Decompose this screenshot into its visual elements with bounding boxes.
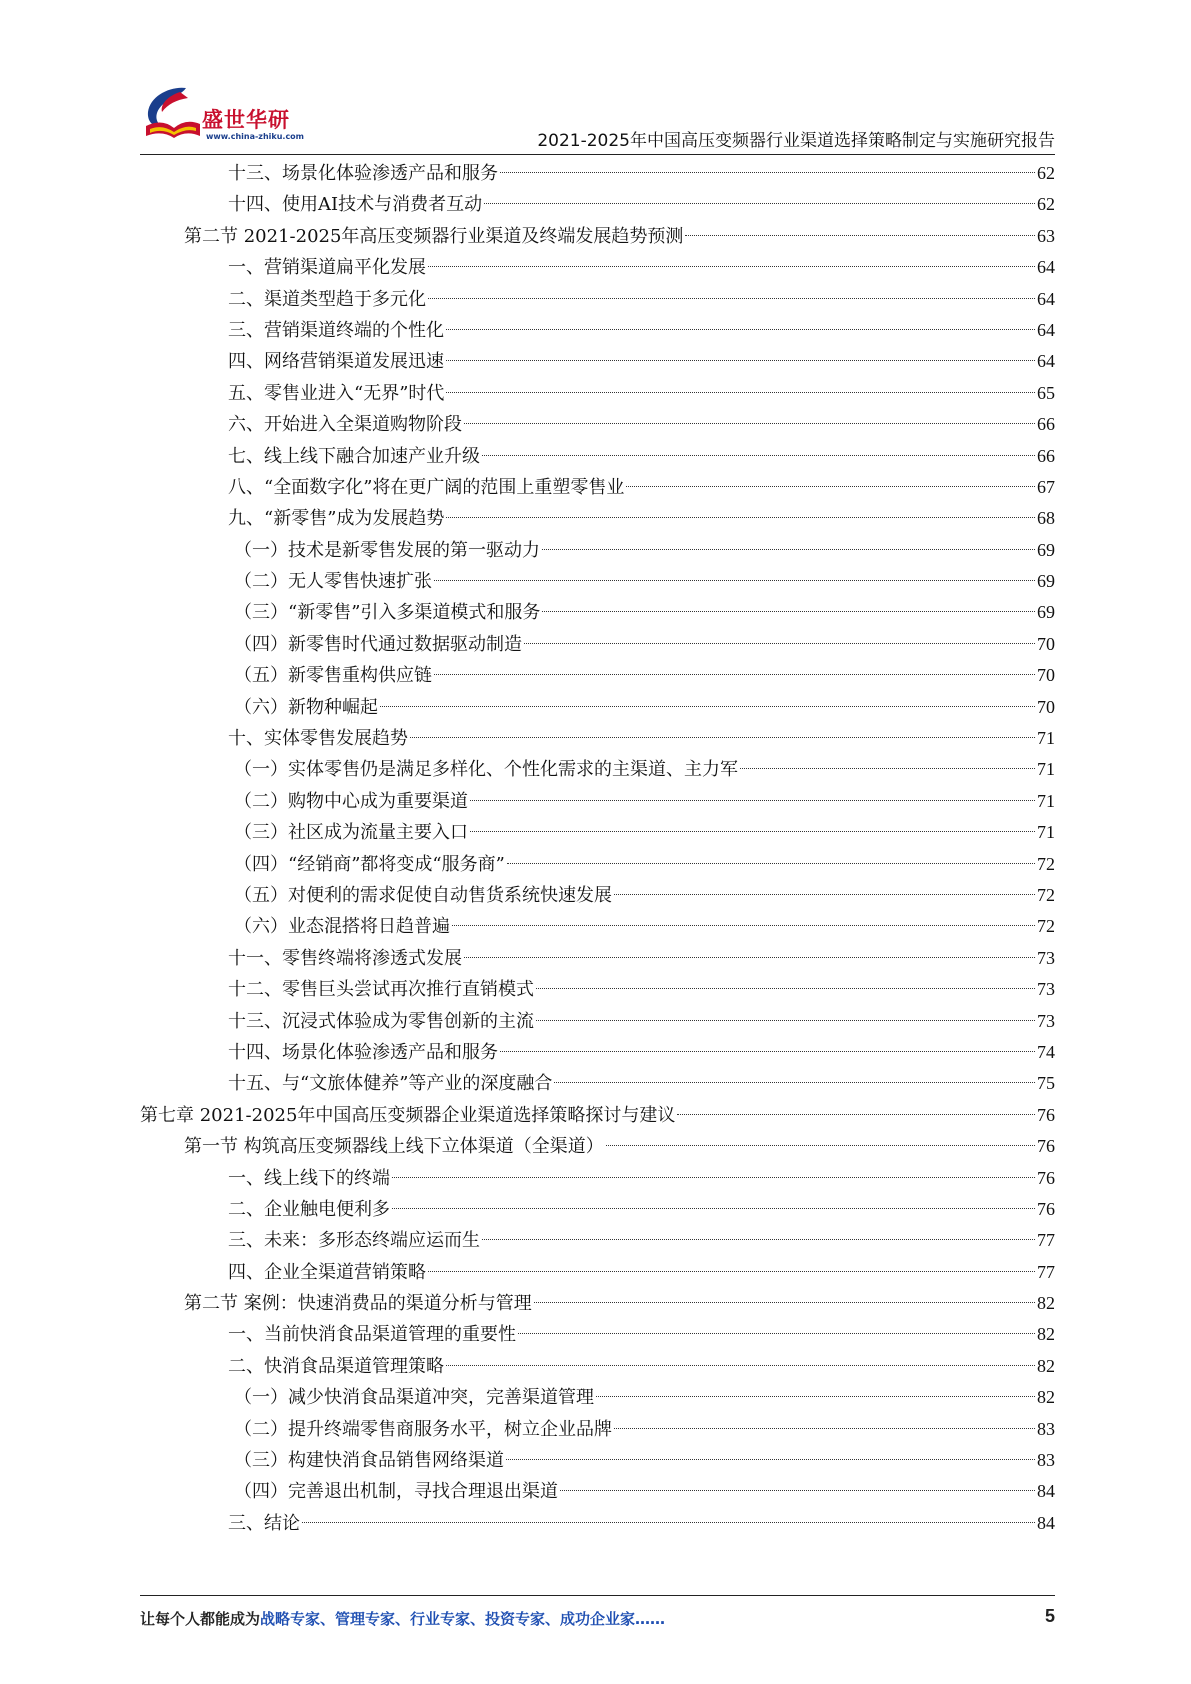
toc-entry-label: 十三、场景化体验渗透产品和服务 <box>228 163 498 184</box>
toc-dot-leader <box>507 863 1035 864</box>
toc-entry[interactable] <box>140 158 1055 189</box>
toc-dot-leader <box>446 517 1035 518</box>
toc-entry[interactable] <box>140 629 1055 660</box>
toc-entry-label: （二）无人零售快速扩张 <box>234 571 432 593</box>
toc-dot-leader <box>452 925 1035 926</box>
toc-entry[interactable] <box>140 1445 1055 1476</box>
toc-entry-label: （三）社区成为流量主要入口 <box>234 822 468 844</box>
toc-entry-label: 二、企业触电便利多 <box>228 1198 390 1220</box>
toc-entry-page: 69 <box>1037 571 1055 592</box>
toc-dot-leader <box>446 392 1035 393</box>
toc-entry-label: （二）购物中心成为重要渠道 <box>234 790 468 812</box>
toc-dot-leader <box>626 486 1035 487</box>
toc-entry-page: 72 <box>1037 853 1055 874</box>
toc-dot-leader <box>446 329 1035 330</box>
toc-entry[interactable] <box>140 1163 1055 1194</box>
toc-entry[interactable] <box>140 284 1055 315</box>
toc-dot-leader <box>482 1239 1035 1240</box>
toc-entry[interactable] <box>140 252 1055 283</box>
toc-entry-label: 四、企业全渠道营销策略 <box>228 1261 426 1283</box>
toc-dot-leader <box>500 172 1035 173</box>
toc-entry-label: 第七章 2021-2025年中国高压变频器企业渠道选择策略探讨与建议 <box>140 1104 676 1126</box>
toc-entry-label: 七、线上线下融合加速产业升级 <box>228 445 480 467</box>
toc-entry[interactable] <box>140 346 1055 377</box>
toc-entry-label: 三、营销渠道终端的个性化 <box>228 319 444 341</box>
toc-entry[interactable] <box>140 409 1055 440</box>
toc-entry[interactable] <box>140 221 1055 252</box>
toc-entry[interactable] <box>140 1225 1055 1256</box>
toc-dot-leader <box>484 203 1035 204</box>
toc-dot-leader <box>428 298 1035 299</box>
toc-entry-label: 第二节 案例：快速消费品的渠道分析与管理 <box>184 1293 532 1315</box>
toc-entry-page: 70 <box>1037 665 1055 686</box>
toc-entry-page: 63 <box>1037 225 1055 246</box>
toc-dot-leader <box>470 831 1035 832</box>
toc-entry-label: 十一、零售终端将渗透式发展 <box>228 947 462 969</box>
toc-entry[interactable] <box>140 1037 1055 1068</box>
toc-entry-label: （六）新物种崛起 <box>234 696 378 718</box>
report-title: 2021-2025年中国高压变频器行业渠道选择策略制定与实施研究报告 <box>537 131 1055 151</box>
page-footer <box>140 1608 1055 1634</box>
toc-entry-label: （二）提升终端零售商服务水平，树立企业品牌 <box>234 1418 612 1440</box>
toc-entry[interactable] <box>140 1288 1055 1319</box>
toc-entry-page: 84 <box>1037 1481 1055 1502</box>
toc-entry[interactable] <box>140 472 1055 503</box>
toc-entry-label: 十、实体零售发展趋势 <box>228 728 408 750</box>
toc-dot-leader <box>392 1208 1035 1209</box>
toc-entry-label: （三）构建快消食品销售网络渠道 <box>234 1450 504 1472</box>
header-divider <box>140 154 1055 155</box>
toc-entry[interactable] <box>140 911 1055 942</box>
toc-entry-label: （五）新零售重构供应链 <box>234 665 432 687</box>
toc-entry-label: 二、快消食品渠道管理策略 <box>228 1355 444 1377</box>
toc-dot-leader <box>482 455 1035 456</box>
toc-entry-page: 71 <box>1037 728 1055 749</box>
page-number: 5 <box>1044 1606 1055 1626</box>
toc-entry-label: （一）技术是新零售发展的第一驱动力 <box>234 539 540 561</box>
toc-entry[interactable] <box>140 786 1055 817</box>
toc-dot-leader <box>470 800 1035 801</box>
toc-entry-page: 72 <box>1037 916 1055 937</box>
toc-entry-page: 71 <box>1037 759 1055 780</box>
toc-entry-page: 75 <box>1037 1073 1055 1094</box>
toc-entry[interactable] <box>140 723 1055 754</box>
toc-entry-label: （四）新零售时代通过数据驱动制造 <box>234 633 522 655</box>
toc-dot-leader <box>446 1365 1035 1366</box>
toc-entry-label: 三、结论 <box>228 1512 300 1534</box>
toc-entry[interactable] <box>140 817 1055 848</box>
toc-entry[interactable] <box>140 1382 1055 1413</box>
toc-dot-leader <box>302 1522 1035 1523</box>
company-logo <box>140 82 340 148</box>
toc-dot-leader <box>464 423 1035 424</box>
toc-entry-label: 四、网络营销渠道发展迅速 <box>228 351 444 373</box>
toc-entry[interactable] <box>140 189 1055 220</box>
toc-entry-page: 74 <box>1037 1041 1055 1062</box>
toc-entry-page: 82 <box>1037 1355 1055 1376</box>
toc-dot-leader <box>542 549 1035 550</box>
toc-dot-leader <box>554 1082 1035 1083</box>
toc-entry-page: 82 <box>1037 1387 1055 1408</box>
toc-entry-page: 64 <box>1037 319 1055 340</box>
logo-emblem-icon <box>140 82 206 144</box>
toc-entry-page: 82 <box>1037 1324 1055 1345</box>
toc-dot-leader <box>677 1114 1035 1115</box>
brand-url: www.china-zhiku.com <box>206 132 305 141</box>
toc-entry-label: 九、“新零售”成为发展趋势 <box>228 508 445 530</box>
page-header <box>140 82 1055 152</box>
toc-entry-page: 64 <box>1037 351 1055 372</box>
toc-entry-page: 73 <box>1037 947 1055 968</box>
toc-dot-leader <box>606 1145 1035 1146</box>
toc-entry-page: 71 <box>1037 790 1055 811</box>
toc-entry-page: 76 <box>1037 1136 1055 1157</box>
toc-dot-leader <box>685 235 1035 236</box>
toc-entry[interactable] <box>140 1006 1055 1037</box>
toc-entry[interactable] <box>140 315 1055 346</box>
toc-entry[interactable] <box>140 1476 1055 1507</box>
footer-divider <box>140 1595 1055 1596</box>
toc-dot-leader <box>518 1333 1035 1334</box>
toc-entry-page: 67 <box>1037 476 1055 497</box>
toc-entry-page: 64 <box>1037 257 1055 278</box>
toc-entry-page: 72 <box>1037 884 1055 905</box>
toc-entry[interactable] <box>140 378 1055 409</box>
toc-entry-label: 一、当前快消食品渠道管理的重要性 <box>228 1324 516 1346</box>
toc-entry-label: 三、未来：多形态终端应运而生 <box>228 1230 480 1252</box>
toc-entry[interactable] <box>140 1257 1055 1288</box>
toc-entry-page: 70 <box>1037 633 1055 654</box>
toc-dot-leader <box>614 1428 1035 1429</box>
toc-entry[interactable] <box>140 660 1055 691</box>
footer-slogan <box>140 1608 665 1629</box>
toc-entry-page: 65 <box>1037 382 1055 403</box>
toc-entry[interactable] <box>140 1194 1055 1225</box>
toc-entry-label: 十五、与“文旅体健养”等产业的深度融合 <box>228 1073 553 1095</box>
toc-entry[interactable] <box>140 1414 1055 1445</box>
toc-entry-page: 69 <box>1037 539 1055 560</box>
table-of-contents <box>140 158 1055 1539</box>
toc-dot-leader <box>536 988 1035 989</box>
toc-entry-label: 六、开始进入全渠道购物阶段 <box>228 414 462 436</box>
toc-entry-label: 十四、场景化体验渗透产品和服务 <box>228 1041 498 1063</box>
toc-entry[interactable] <box>140 754 1055 785</box>
slogan-highlight: 战略专家、管理专家、行业专家、投资专家、成功企业家…… <box>260 1610 666 1628</box>
toc-dot-leader <box>434 580 1035 581</box>
toc-entry-label: 十三、沉浸式体验成为零售创新的主流 <box>228 1010 534 1032</box>
toc-entry-label: 第一节 构筑高压变频器线上线下立体渠道（全渠道） <box>184 1136 604 1158</box>
toc-entry-page: 76 <box>1037 1167 1055 1188</box>
toc-entry[interactable] <box>140 943 1055 974</box>
toc-entry[interactable] <box>140 1131 1055 1162</box>
toc-dot-leader <box>524 643 1035 644</box>
toc-dot-leader <box>560 1490 1035 1491</box>
toc-dot-leader <box>596 1396 1035 1397</box>
toc-entry-label: （一）减少快消食品渠道冲突，完善渠道管理 <box>234 1387 594 1409</box>
toc-entry-page: 83 <box>1037 1450 1055 1471</box>
toc-entry-page: 66 <box>1037 414 1055 435</box>
toc-entry[interactable] <box>140 1319 1055 1350</box>
toc-entry-page: 70 <box>1037 696 1055 717</box>
toc-entry-label: （五）对便利的需求促使自动售货系统快速发展 <box>234 884 612 906</box>
toc-entry-page: 66 <box>1037 445 1055 466</box>
toc-entry[interactable] <box>140 1351 1055 1382</box>
toc-entry-page: 77 <box>1037 1261 1055 1282</box>
toc-entry-label: （四）“经销商”都将变成“服务商” <box>234 853 505 875</box>
toc-entry-page: 84 <box>1037 1512 1055 1533</box>
toc-entry-page: 62 <box>1037 194 1055 215</box>
toc-dot-leader <box>464 957 1035 958</box>
toc-entry-label: 一、营销渠道扁平化发展 <box>228 257 426 279</box>
toc-entry[interactable] <box>140 597 1055 628</box>
toc-entry-page: 69 <box>1037 602 1055 623</box>
toc-entry[interactable] <box>140 849 1055 880</box>
toc-dot-leader <box>534 1302 1035 1303</box>
toc-dot-leader <box>434 674 1035 675</box>
toc-entry[interactable] <box>140 1100 1055 1131</box>
toc-entry[interactable] <box>140 441 1055 472</box>
toc-entry-page: 77 <box>1037 1230 1055 1251</box>
toc-entry-label: 一、线上线下的终端 <box>228 1167 390 1189</box>
toc-dot-leader <box>392 1177 1035 1178</box>
toc-entry[interactable] <box>140 566 1055 597</box>
toc-entry-page: 64 <box>1037 288 1055 309</box>
toc-entry-label: （四）完善退出机制，寻找合理退出渠道 <box>234 1481 558 1503</box>
toc-entry[interactable] <box>140 974 1055 1005</box>
toc-dot-leader <box>614 894 1035 895</box>
toc-entry[interactable] <box>140 1068 1055 1099</box>
toc-entry[interactable] <box>140 1508 1055 1539</box>
toc-entry[interactable] <box>140 535 1055 566</box>
toc-dot-leader <box>500 1051 1035 1052</box>
toc-entry-page: 73 <box>1037 1010 1055 1031</box>
toc-entry-page: 71 <box>1037 822 1055 843</box>
toc-entry-label: 十四、使用AI技术与消费者互动 <box>228 194 483 216</box>
toc-entry-page: 83 <box>1037 1418 1055 1439</box>
toc-dot-leader <box>506 1459 1035 1460</box>
toc-entry[interactable] <box>140 880 1055 911</box>
toc-entry-label: 二、渠道类型趋于多元化 <box>228 288 426 310</box>
toc-dot-leader <box>428 1271 1035 1272</box>
toc-entry-label: 五、零售业进入“无界”时代 <box>228 382 445 404</box>
toc-entry-page: 68 <box>1037 508 1055 529</box>
toc-dot-leader <box>536 1020 1035 1021</box>
toc-entry-label: 第二节 2021-2025年高压变频器行业渠道及终端发展趋势预测 <box>184 225 684 247</box>
toc-entry-label: 八、“全面数字化”将在更广阔的范围上重塑零售业 <box>228 476 625 498</box>
toc-entry-label: （三）“新零售”引入多渠道模式和服务 <box>234 602 541 624</box>
toc-dot-leader <box>410 737 1035 738</box>
toc-entry-label: （一）实体零售仍是满足多样化、个性化需求的主渠道、主力军 <box>234 759 738 781</box>
toc-entry-page: 76 <box>1037 1198 1055 1219</box>
brand-name: 盛世华研 <box>202 108 290 132</box>
toc-dot-leader <box>428 266 1035 267</box>
toc-entry-page: 62 <box>1037 163 1055 183</box>
toc-dot-leader <box>446 360 1035 361</box>
toc-entry[interactable] <box>140 692 1055 723</box>
toc-entry[interactable] <box>140 503 1055 534</box>
toc-entry-label: 十二、零售巨头尝试再次推行直销模式 <box>228 979 534 1001</box>
toc-dot-leader <box>380 706 1035 707</box>
toc-entry-page: 82 <box>1037 1293 1055 1314</box>
slogan-prefix: 让每个人都能成为 <box>140 1610 261 1628</box>
toc-dot-leader <box>740 768 1035 769</box>
toc-entry-label: （六）业态混搭将日趋普遍 <box>234 916 450 938</box>
toc-entry-page: 73 <box>1037 979 1055 1000</box>
toc-dot-leader <box>542 611 1035 612</box>
toc-entry-page: 76 <box>1037 1104 1055 1125</box>
